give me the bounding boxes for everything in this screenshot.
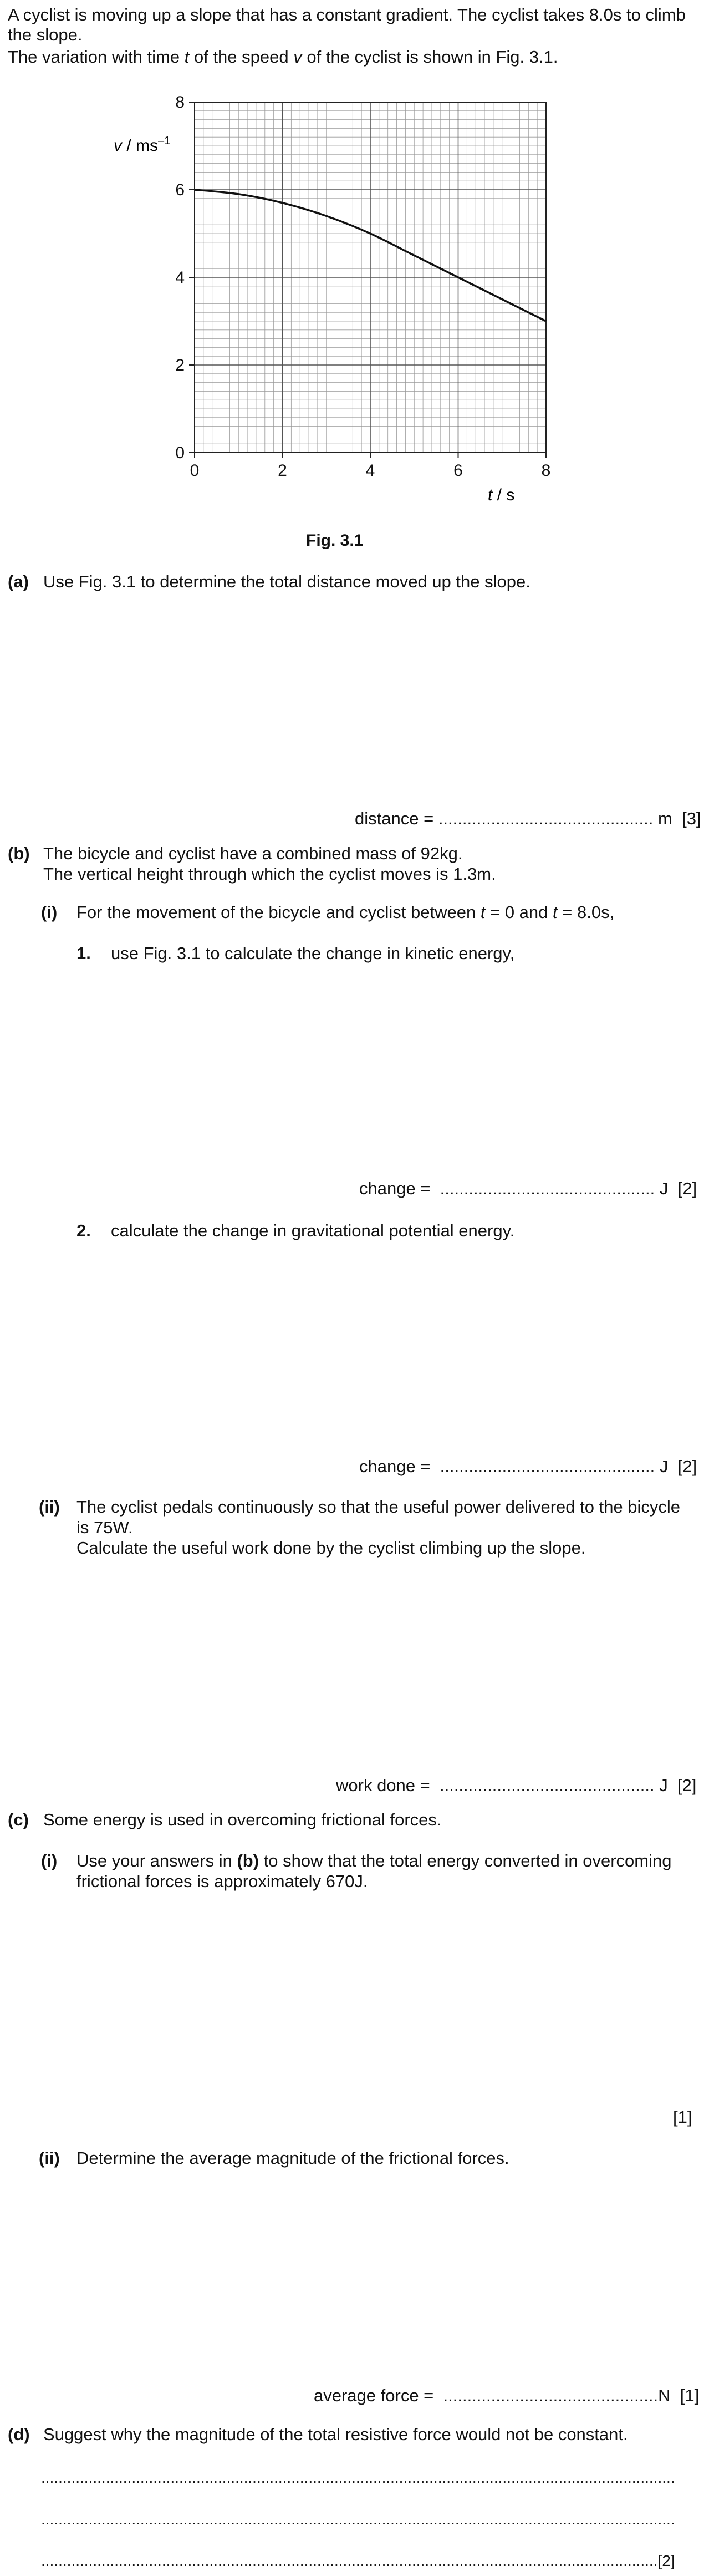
x-tick-label: 8 xyxy=(541,462,551,480)
y-tick-label: 6 xyxy=(175,181,185,199)
qc-i-marks: [1] xyxy=(673,2107,692,2127)
qb-p2-text: calculate the change in gravitational potential energy. xyxy=(111,1221,515,1240)
qb-p2-label: 2. xyxy=(76,1221,91,1240)
intro-line-2: the slope. xyxy=(8,25,83,44)
qb-ii-line-1: The cyclist pedals continuously so that the useful power delivered to the bicycle xyxy=(76,1497,681,1517)
y-tick-label: 4 xyxy=(175,268,185,287)
qb-i-text: For the movement of the bicycle and cyclist between t = 0 and t = 8.0s, xyxy=(76,902,615,922)
qc-label: (c) xyxy=(8,1810,29,1829)
qc-i-line-1: Use your answers in (b) to show that the total energy converted in overcoming xyxy=(76,1851,672,1870)
qb-ii-label: (ii) xyxy=(39,1497,60,1517)
y-tick-label: 0 xyxy=(175,444,185,462)
speed-time-graph xyxy=(0,83,704,582)
x-tick-label: 2 xyxy=(278,462,287,480)
qb-label: (b) xyxy=(8,844,30,863)
qd-answer-line-1[interactable]: ................................................................................................................................................... xyxy=(41,2469,675,2486)
graph-tick-labels xyxy=(175,93,550,480)
qc-i-label: (i) xyxy=(41,1851,58,1870)
qa-text: Use Fig. 3.1 to determine the total distance moved up the slope. xyxy=(43,572,530,591)
intro-line-1: A cyclist is moving up a slope that has a constant gradient. The cyclist takes 8.0s to climb xyxy=(8,5,686,24)
qb-i-label: (i) xyxy=(41,902,58,922)
qb-p1-label: 1. xyxy=(76,944,91,963)
qd-answer-line-2[interactable]: ................................................................................................................................................... xyxy=(41,2511,675,2528)
y-tick-label: 2 xyxy=(175,356,185,374)
qd-label: (d) xyxy=(8,2425,30,2444)
qc-ii-label: (ii) xyxy=(39,2148,60,2168)
qb-line-1: The bicycle and cyclist have a combined mass of 92kg. xyxy=(43,844,463,863)
qb-ii-line-2: is 75W. xyxy=(76,1518,133,1537)
qb-ii-answer-line[interactable]: work done = ............................................. J [2] xyxy=(336,1776,697,1795)
qb-line-2: The vertical height through which the cyclist moves is 1.3m. xyxy=(43,864,496,884)
qb-p1-text: use Fig. 3.1 to calculate the change in kinetic energy, xyxy=(111,944,515,963)
x-tick-label: 4 xyxy=(365,462,375,480)
qc-ii-text: Determine the average magnitude of the frictional forces. xyxy=(76,2148,509,2168)
qd-text: Suggest why the magnitude of the total resistive force would not be constant. xyxy=(43,2425,628,2444)
x-tick-label: 0 xyxy=(190,462,200,480)
graph-ticks xyxy=(189,102,546,458)
figure-caption: Fig. 3.1 xyxy=(306,531,364,550)
qa-label: (a) xyxy=(8,572,29,591)
qb-p2-answer-line[interactable]: change = ............................................. J [2] xyxy=(359,1457,697,1476)
y-tick-label: 8 xyxy=(175,93,185,111)
qc-i-line-2: frictional forces is approximately 670J. xyxy=(76,1872,368,1891)
x-tick-label: 6 xyxy=(453,462,463,480)
qc-ii-answer-line[interactable]: average force = .............................................N [1] xyxy=(314,2386,700,2405)
qa-answer-line[interactable]: distance = ............................................. m [3] xyxy=(355,809,701,828)
x-axis-label: t / s xyxy=(488,486,515,504)
qc-text: Some energy is used in overcoming frictional forces. xyxy=(43,1810,442,1829)
y-axis-label: v / $ms^{-1}$ xyxy=(114,135,171,155)
qb-ii-line-3: Calculate the useful work done by the cyclist climbing up the slope. xyxy=(76,1538,586,1558)
qb-p1-answer-line[interactable]: change = ............................................. J [2] xyxy=(359,1179,697,1198)
intro-line-3: The variation with time t of the speed v of the cyclist is shown in Fig. 3.1. xyxy=(8,47,558,67)
qd-answer-line-3[interactable]: ...............................................................................................................................................[2] xyxy=(41,2552,675,2569)
